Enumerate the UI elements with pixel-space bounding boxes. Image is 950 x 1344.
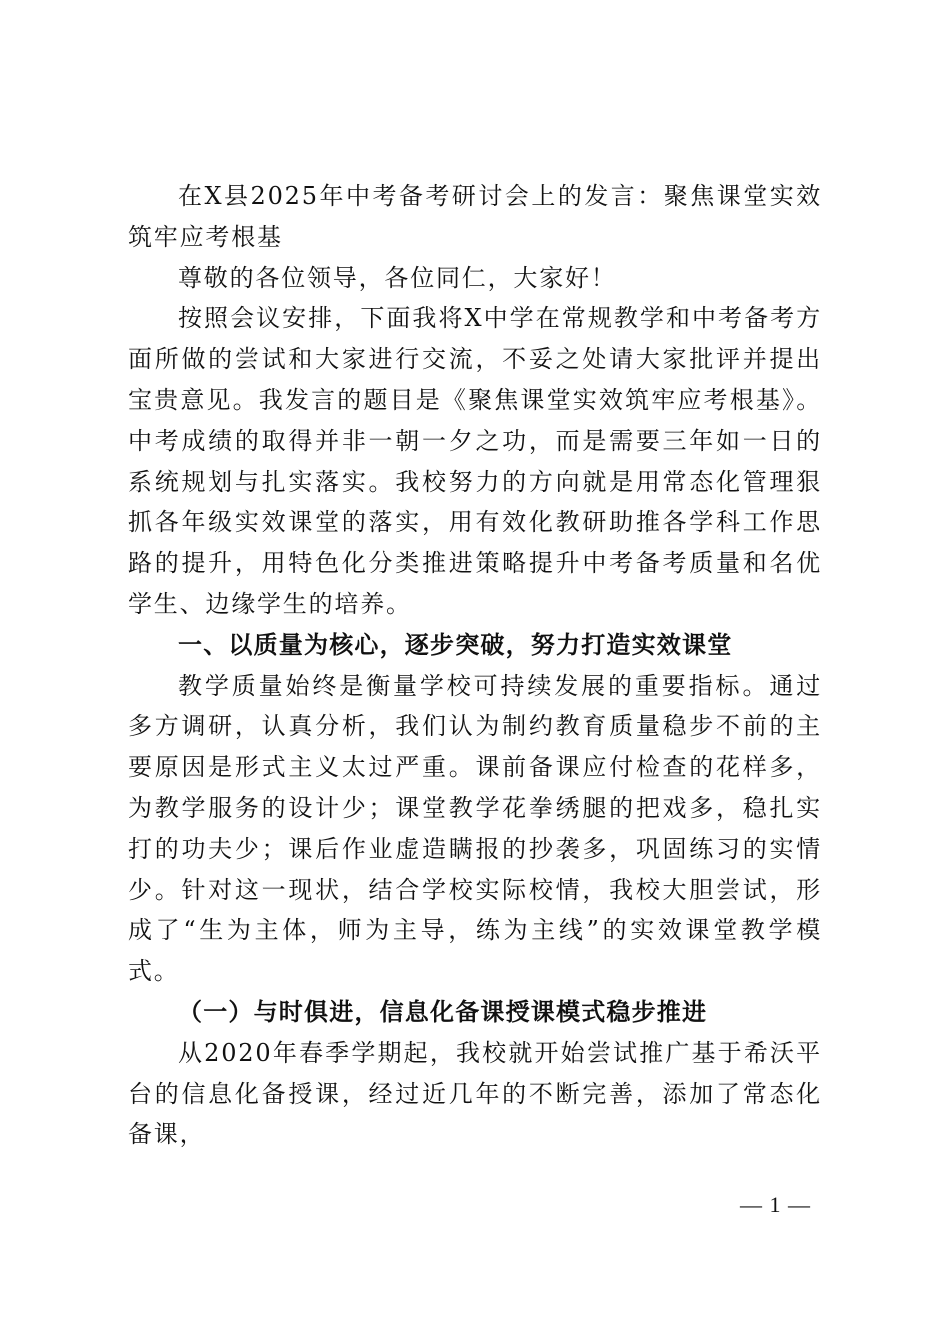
- subsection-heading-1: （一）与时俱进，信息化备课授课模式稳步推进: [178, 996, 708, 1026]
- document-body: [128, 176, 822, 1155]
- greeting-paragraph: 尊敬的各位领导，各位同仁，大家好！: [178, 263, 617, 292]
- section1-paragraph: 教学质量始终是衡量学校可持续发展的重要指标。通过多方调研，认真分析，我们认为制约教育质量稳步不前的主要原因是形式主义太过严重。课前备课应付检查的花样多，为教学服务的设计少；课堂教学花拳绣腿的把戏多，稳扎实打的功夫少；课后作业虚造瞒报的抄袭多，巩固练习的实情少。针对这一现状，结合学校实际校情，我校大胆尝试，形成了“生为主体，师为主导，练为主线”的实效课堂教学模式。: [128, 671, 822, 986]
- page-number: — 1 —: [740, 1192, 811, 1217]
- intro-paragraph: 按照会议安排，下面我将X中学在常规教学和中考备考方面所做的尝试和大家进行交流，不妥之处请大家批评并提出宝贵意见。我发言的题目是《聚焦课堂实效筑牢应考根基》。中考成绩的取得并非一朝一夕之功，而是需要三年如一日的系统规划与扎实落实。我校努力的方向就是用常态化管理狠抓各年级实效课堂的落实，用有效化教研助推各学科工作思路的提升，用特色化分类推进策略提升中考备考质量和名优学生、边缘学生的培养。: [128, 304, 822, 618]
- title-paragraph: 在X县2025年中考备考研讨会上的发言：聚焦课堂实效筑牢应考根基: [128, 182, 822, 251]
- section-heading-1: 一、以质量为核心，逐步突破，努力打造实效课堂: [178, 630, 733, 659]
- subsection1-paragraph: 从2020年春季学期起，我校就开始尝试推广基于希沃平台的信息化备授课，经过近几年的不断完善，添加了常态化备课，: [128, 1038, 822, 1149]
